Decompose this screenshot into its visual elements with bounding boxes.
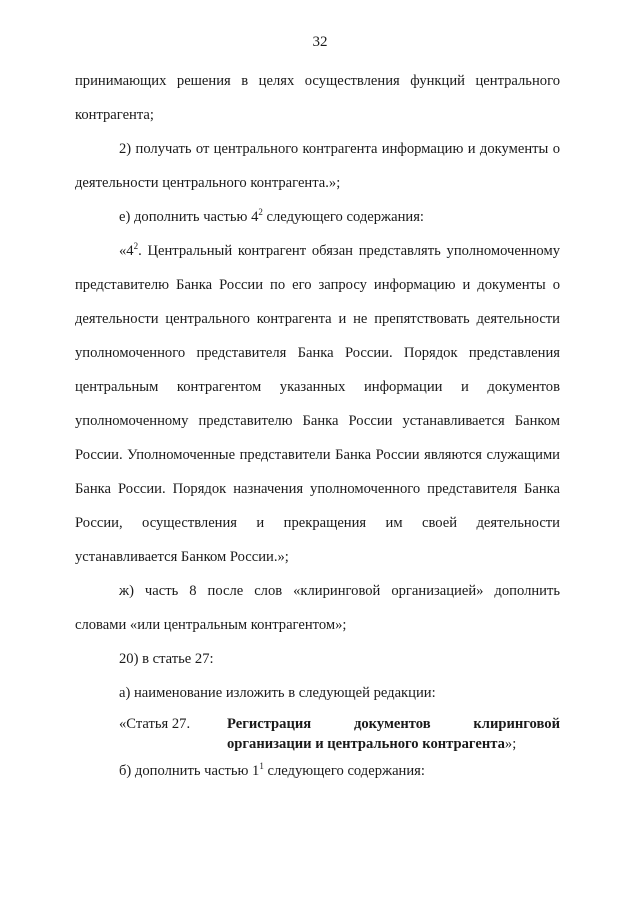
page-number: 32 <box>312 34 328 50</box>
paragraph-3-text: е) дополнить частью 4 <box>119 209 259 225</box>
article-title-word: документов <box>353 716 431 732</box>
superscript: 2 <box>133 241 139 251</box>
document-body <box>75 64 560 788</box>
paragraph-4-text: . Центральный контрагент обязан представлять уполномоченному представителю Банка России по его запросу информацию и документы о деятельности центрального контрагента и не препятствовать деятельности уполномоченного представителя Банка России. Порядок представления центральным контрагентом указанных информации и документов уполномоченному представителю Банка России устанавливается Банком России. Уполномоченные представители Банка России являются служащими Банка России. Порядок назначения уполномоченного представителя Банка России, осуществления и прекращения им своей деятельности устанавливается Банком России.»; <box>75 243 560 565</box>
article-title-tail: »; <box>504 736 517 752</box>
article-number: «Статья 27. <box>119 716 191 732</box>
paragraph-5: ж) часть 8 после слов «клиринговой организацией» дополнить словами «или центральным контрагентом»; <box>75 583 560 633</box>
paragraph-1: принимающих решения в целях осуществления функций центрального контрагента; <box>75 73 560 123</box>
article-title-line-2-text: организации и центрального контрагента <box>227 736 505 752</box>
paragraph-6: 20) в статье 27: <box>119 651 214 667</box>
article-title-line-2 <box>227 734 560 754</box>
paragraph-8-text: б) дополнить частью 1 <box>119 763 260 779</box>
paragraph-4 <box>75 234 560 574</box>
paragraph-3 <box>75 200 560 234</box>
paragraph-8-tail: следующего содержания: <box>263 763 425 779</box>
article-title-line-1 <box>227 714 560 734</box>
article-title-word: клиринговой <box>473 716 560 732</box>
superscript: 1 <box>259 761 264 771</box>
article-title <box>227 714 560 754</box>
article-title-word: Регистрация <box>227 716 312 732</box>
paragraph-7: а) наименование изложить в следующей редакции: <box>119 685 436 701</box>
paragraph-2: 2) получать от центрального контрагента информацию и документы о деятельности центрального контрагента.»; <box>75 141 560 191</box>
superscript: 2 <box>258 207 263 217</box>
paragraph-8 <box>75 754 560 788</box>
article-heading <box>75 714 560 754</box>
paragraph-4-lead: «4 <box>119 243 134 259</box>
paragraph-3-tail: следующего содержания: <box>262 209 424 225</box>
